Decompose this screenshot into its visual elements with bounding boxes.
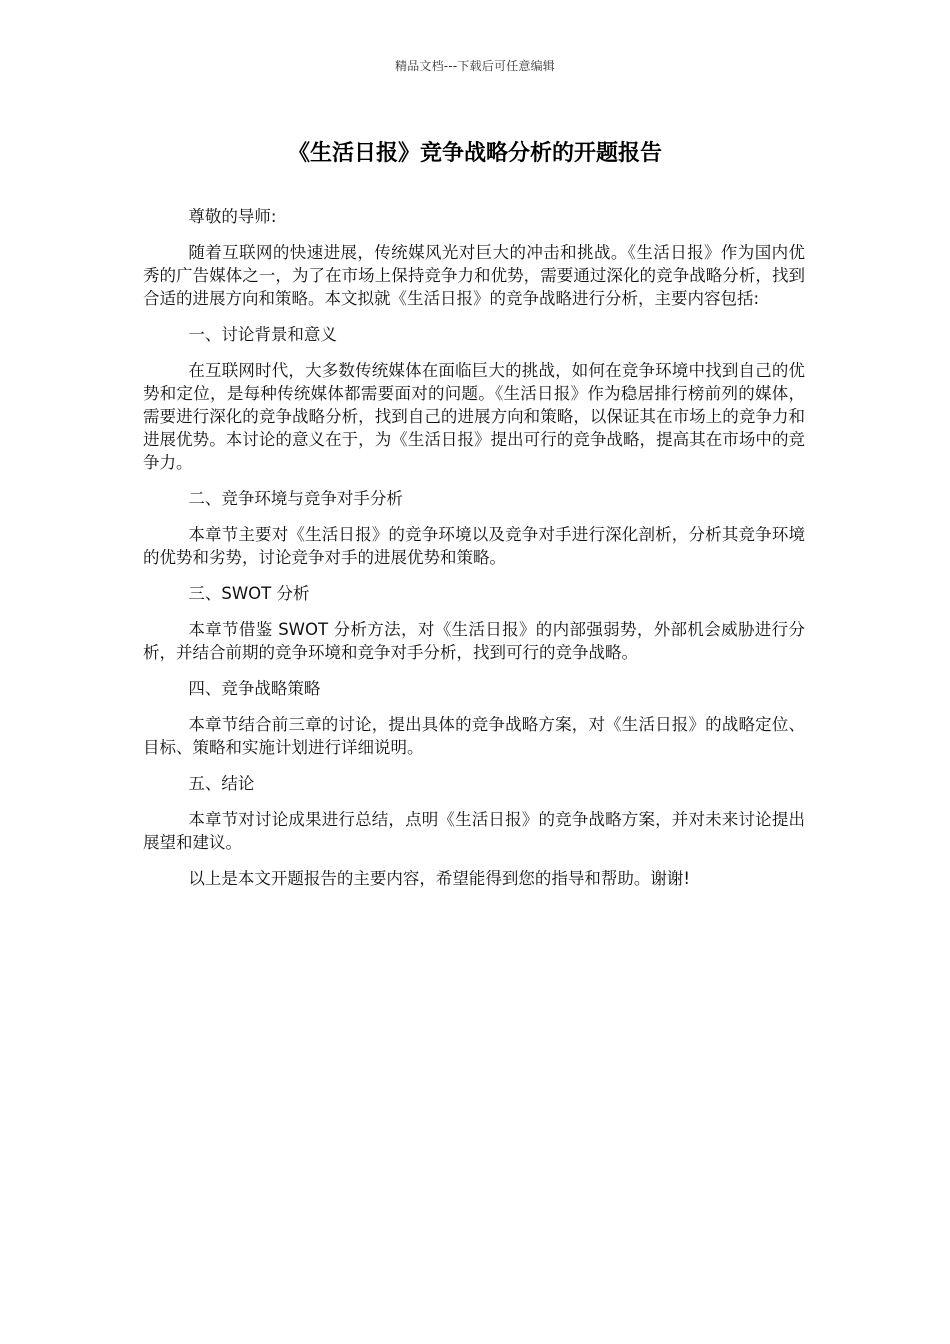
section-paragraph-5: 本章节对讨论成果进行总结，点明《生活日报》的竞争战略方案，并对未来讨论提出展望和建议。 [143, 810, 805, 852]
document-title: 《生活日报》竞争战略分析的开题报告 [287, 141, 662, 166]
section-heading-4: 四、竞争战略策略 [188, 679, 321, 698]
section-paragraph-1: 在互联网时代，大多数传统媒体在面临巨大的挑战，如何在竞争环境中找到自己的优势和定位，是每种传统媒体都需要面对的问题。《生活日报》作为稳居排行榜前列的媒体，需要进行深化的竞争战略分析，找到自己的进展方向和策略，以保证其在市场上的竞争力和进展优势。本讨论的意义在于，为《生活日报》提出可行的竞争战略，提高其在市场中的竞争力。 [143, 361, 805, 472]
salutation: 尊敬的导师: [188, 207, 277, 226]
section-paragraph-2: 本章节主要对《生活日报》的竞争环境以及竞争对手进行深化剖析，分析其竞争环境的优势和劣势，讨论竞争对手的进展优势和策略。 [143, 525, 805, 567]
section-heading-5: 五、结论 [188, 774, 255, 793]
closing-paragraph: 以上是本文开题报告的主要内容，希望能得到您的指导和帮助。谢谢! [188, 869, 690, 888]
document-body [143, 205, 805, 903]
header-note: 精品文档---下载后可任意编辑 [395, 59, 555, 73]
section-heading-1: 一、讨论背景和意义 [188, 325, 337, 344]
section-paragraph-3: 本章节借鉴 SWOT 分析方法，对《生活日报》的内部强弱势，外部机会威胁进行分析，并结合前期的竞争环境和竞争对手分析，找到可行的竞争战略。 [143, 620, 805, 662]
section-heading-3: 三、SWOT 分析 [188, 584, 310, 603]
section-heading-2: 二、竞争环境与竞争对手分析 [188, 489, 403, 508]
intro-paragraph: 随着互联网的快速进展，传统媒风光对巨大的冲击和挑战。《生活日报》作为国内优秀的广告媒体之一，为了在市场上保持竞争力和优势，需要通过深化的竞争战略分析，找到合适的进展方向和策略。本文拟就《生活日报》的竞争战略进行分析，主要内容包括: [143, 243, 805, 308]
section-paragraph-4: 本章节结合前三章的讨论，提出具体的竞争战略方案，对《生活日报》的战略定位、目标、策略和实施计划进行详细说明。 [143, 715, 805, 757]
